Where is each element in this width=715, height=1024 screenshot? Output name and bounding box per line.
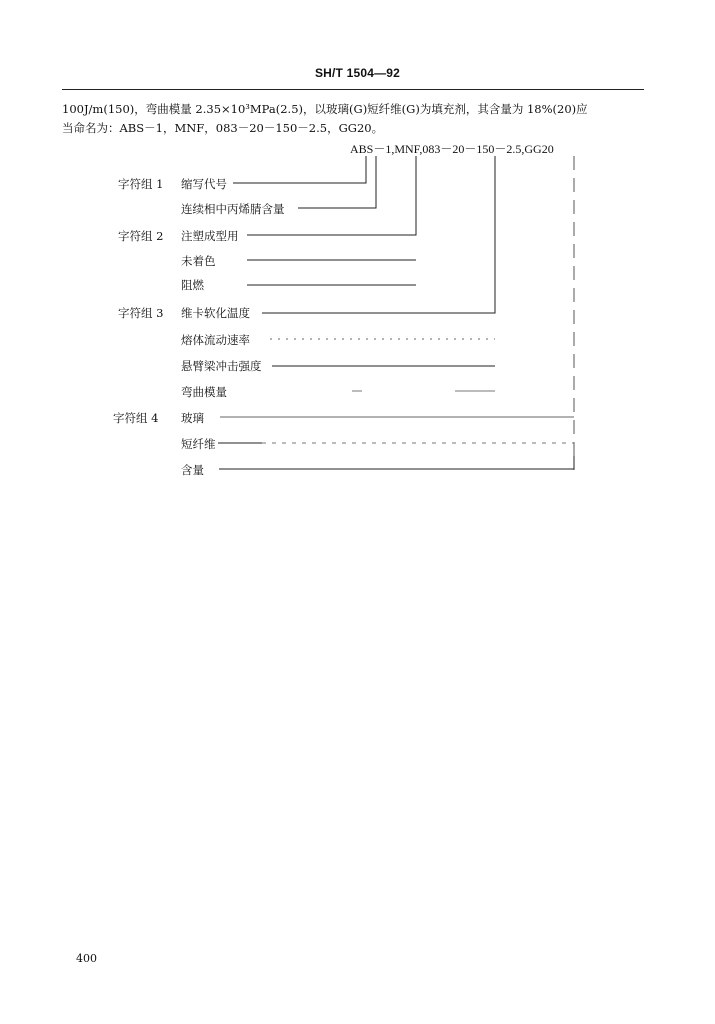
paragraph-line-2: 当命名为：ABS－1，MNF，083－20－150－2.5，GG20。 — [62, 121, 384, 135]
group-label-4: 字符组 4 — [113, 411, 159, 425]
paragraph-line-1: 100J/m(150)，弯曲模量 2.35×10³MPa(2.5)，以玻璃(G)短纤维(G)为填充剂，其含量为 18%(20)应 — [62, 102, 588, 116]
item-uncolored: 未着色 — [181, 254, 216, 268]
connector-group2-main — [247, 156, 416, 235]
item-izod-impact-strength: 悬臂梁冲击强度 — [181, 359, 262, 373]
designation-code: ABS－1,MNF,083－20－150－2.5,GG20 — [350, 142, 554, 156]
item-content: 含量 — [181, 463, 204, 477]
connector-abbreviation — [233, 156, 366, 183]
item-flame-retardant: 阻燃 — [181, 278, 204, 292]
connector-acrylonitrile — [298, 156, 376, 208]
item-acrylonitrile-content: 连续相中丙烯腈含量 — [181, 202, 285, 216]
connector-content — [219, 456, 574, 469]
group-label-1: 字符组 1 — [118, 177, 164, 191]
group-label-2: 字符组 2 — [118, 229, 164, 243]
item-vicat-softening-temperature: 维卡软化温度 — [181, 306, 250, 320]
item-short-fiber: 短纤维 — [181, 437, 216, 451]
group-label-3: 字符组 3 — [118, 306, 164, 320]
item-glass: 玻璃 — [181, 411, 204, 425]
item-abbreviation: 缩写代号 — [181, 177, 227, 191]
page-number: 400 — [76, 952, 97, 965]
item-flexural-modulus: 弯曲模量 — [181, 385, 227, 399]
item-injection-molding: 注塑成型用 — [181, 229, 239, 243]
page-header-standard-code: SH/T 1504—92 — [314, 66, 401, 80]
item-melt-flow-rate: 熔体流动速率 — [181, 333, 250, 347]
